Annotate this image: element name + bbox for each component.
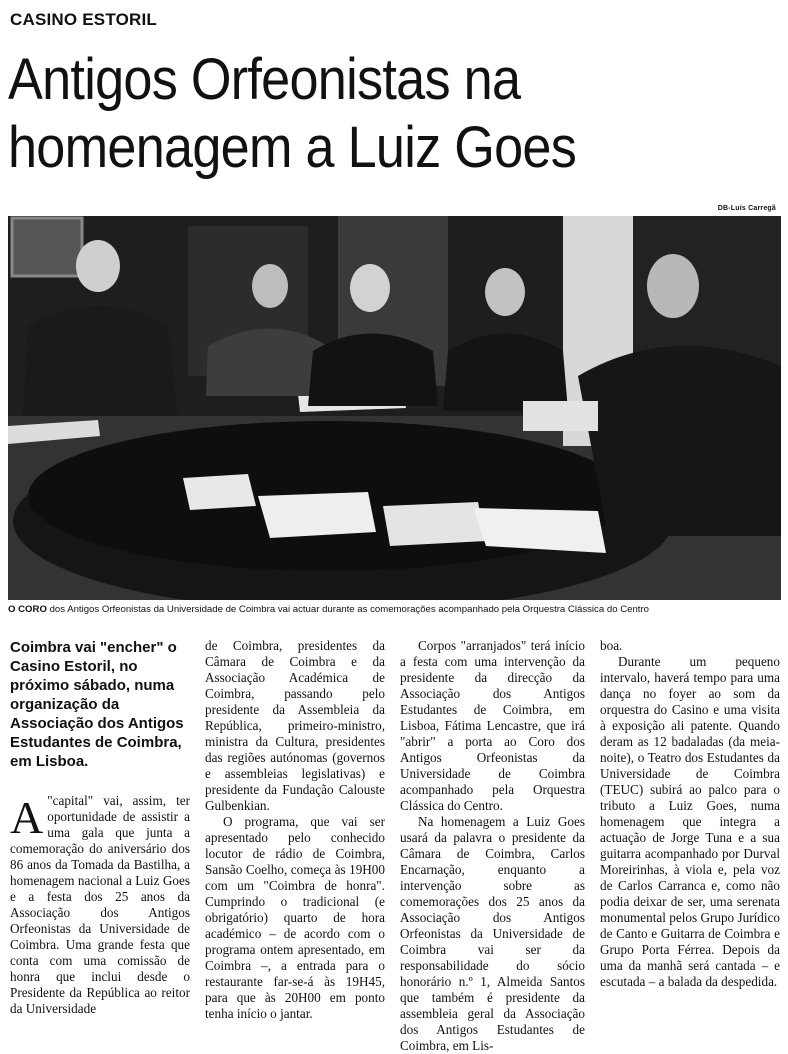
photo-credit: DB-Luís Carregã bbox=[717, 205, 776, 212]
body-paragraph: O programa, que vai ser apresentado pelo conhecido locutor de rádio de Coimbra, Sansão Coelho, começa às 19H00 com um "Coimbra de honra". Cumprindo o tradicional (e obrigatório) quarto de hora académico – de acordo com o programa ontem apresentado, em Coimbra –, a entrada para o restaurante far-se-á às 19H45, para que às 20H00 em ponto tenha início o jantar. bbox=[205, 814, 385, 1021]
column-3 bbox=[400, 638, 585, 1054]
body-paragraph: Durante um pequeno intervalo, haverá tempo para uma dança no foyer ao som da orquestra do Casino e uma visita à exposição ali patente. Quando deram as 12 badaladas (da meia-noite), o Teatro dos Estudantes da Universidade de Coimbra (TEUC) subirá ao palco para o tributo a Luiz Goes, numa homenagem que integra a actuação de Jorge Tuna e a sua guitarra acompanhado por Durval Moreirinhas, à viola e, pela voz de Carlos Carranca e, como não podia deixar de ser, uma serenata monumental pelos Grupo Jurídico de Canto e Guitarra de Coimbra e Grupo Porta Férrea. Depois da uma da manhã será cantada – e escutada – a balada da despedida. bbox=[600, 654, 780, 989]
section-kicker: CASINO ESTORIL bbox=[10, 10, 158, 29]
body-paragraph: boa. bbox=[600, 638, 623, 653]
body-paragraph: Na homenagem a Luiz Goes usará da palavra o presidente da Câmara de Coimbra, Carlos Encarnação, enquanto a intervenção sobre as comemorações dos 25 anos da Associação dos Antigos Orfeonistas da Universidade de Coimbra vai ser da responsabilidade do sócio honorário n.º 1, Almeida Santos que também é presidente da assembleia geral da Associação dos Antigos Estudantes de Coimbra, em Lis- bbox=[400, 814, 585, 1053]
article-lede: Coimbra vai "encher" o Casino Estoril, no próximo sábado, numa organização da Associação dos Antigos Estudantes de Coimbra, em Lisboa. bbox=[10, 639, 184, 770]
headline-line-1: Antigos Orfeonistas na bbox=[8, 47, 521, 112]
column-2 bbox=[205, 638, 385, 1022]
headline-line-2: homenagem a Luiz Goes bbox=[8, 115, 577, 180]
dropcap-paragraph bbox=[10, 793, 190, 1017]
photo-illustration bbox=[8, 216, 781, 600]
photo-caption bbox=[8, 604, 783, 616]
body-paragraph: Corpos "arranjados" terá início a festa com uma intervenção da presidente da direcção da Associação dos Antigos Estudantes de Coimbra, em Lisboa, Fátima Lencastre, que irá "abrir" a porta ao Coro dos Antigos Orfeonistas da Universidade de Coimbra acompanhado pela Orquestra Clássica do Centro. bbox=[400, 638, 585, 813]
body-paragraph: de Coimbra, presidentes da Câmara de Coimbra e da Associação Académica de Coimbra, passando pelo presidente da Assembleia da República, primeiro-ministro, ministra da Cultura, presidentes das regiões autónomas (governos e assembleias legislativas) e presidente da Fundação Calouste Gulbenkian. bbox=[205, 638, 385, 813]
headline bbox=[8, 46, 706, 182]
news-photo bbox=[8, 216, 781, 600]
column-4 bbox=[600, 638, 780, 990]
caption-text: dos Antigos Orfeonistas da Universidade de Coimbra vai actuar durante as comemorações acompanhado pela Orquestra Clássica do Centro bbox=[46, 604, 649, 615]
column-1 bbox=[10, 638, 190, 1017]
caption-lead: O CORO bbox=[8, 604, 47, 615]
body-paragraph: "capital" vai, assim, ter oportunidade de assistir a uma gala que junta a comemoração do aniversário dos 86 anos da Tomada da Bastilha, a homenagem nacional a Luiz Goes e a festa dos 25 anos da Associação dos Antigos Orfeonistas da Universidade de Coimbra. Uma grande festa que conta com uma comissão de honra que inclui desde o Presidente da República ao reitor da Universidade bbox=[10, 793, 190, 1016]
drop-cap: A bbox=[10, 792, 44, 843]
